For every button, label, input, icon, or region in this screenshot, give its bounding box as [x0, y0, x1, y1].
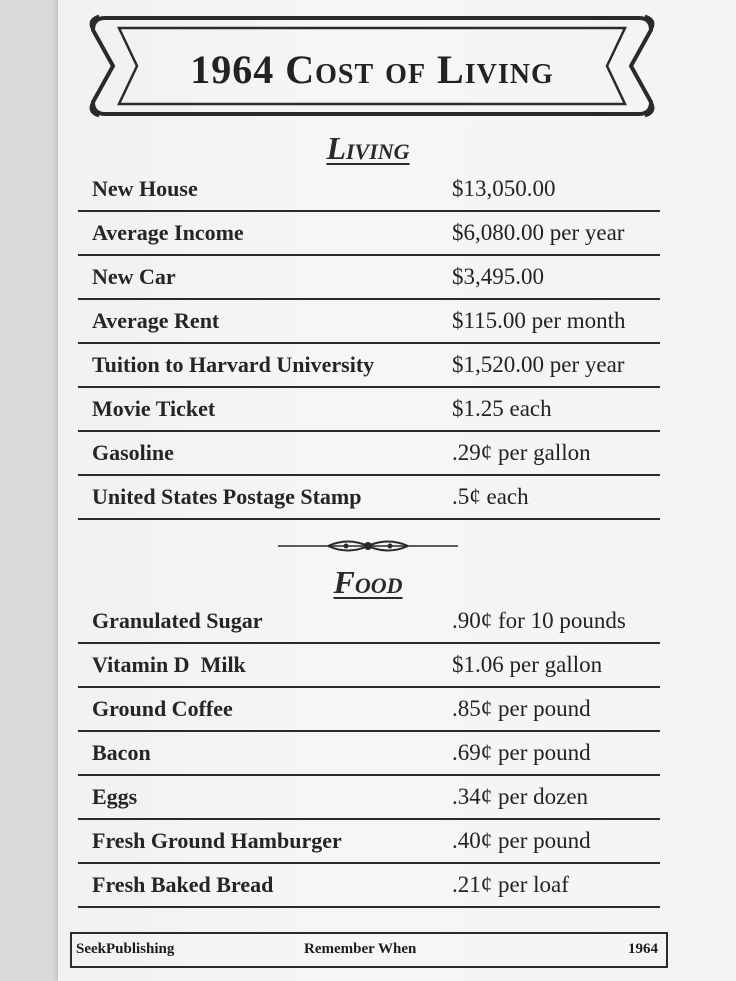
table-row: [78, 688, 660, 732]
row-item: Vitamin D Milk: [92, 652, 246, 677]
row-item: Average Rent: [92, 308, 220, 333]
row-price: $1.25 each: [452, 396, 552, 421]
living-table: [78, 168, 660, 520]
table-row: [78, 864, 660, 908]
row-price: .34¢ per dozen: [452, 784, 589, 809]
row-item: Eggs: [92, 784, 138, 809]
row-item: Movie Ticket: [92, 396, 216, 421]
section-heading-living: Living: [326, 130, 410, 166]
footer-series: Remember When: [304, 941, 417, 957]
row-item: Fresh Baked Bread: [92, 872, 274, 897]
row-price: .5¢ each: [452, 484, 529, 509]
footer-year: 1964: [628, 941, 658, 957]
row-price: .90¢ for 10 pounds: [452, 608, 626, 633]
table-row: [78, 820, 660, 864]
table-row: [78, 388, 660, 432]
row-price: .29¢ per gallon: [452, 440, 591, 465]
row-item: Ground Coffee: [92, 696, 233, 721]
row-item: Tuition to Harvard University: [92, 352, 375, 377]
row-price: .85¢ per pound: [452, 696, 591, 721]
row-item: Average Income: [92, 220, 244, 245]
table-row: [78, 344, 660, 388]
table-row: [78, 776, 660, 820]
table-row: [78, 600, 660, 644]
page-title: 1964 Cost of Living: [190, 47, 554, 92]
table-row: [78, 212, 660, 256]
row-item: Gasoline: [92, 440, 174, 465]
row-price: .21¢ per loaf: [452, 872, 569, 897]
row-item: Fresh Ground Hamburger: [92, 828, 342, 853]
row-price: .40¢ per pound: [452, 828, 591, 853]
row-item: New House: [92, 176, 198, 201]
table-row: [78, 300, 660, 344]
page-footer: [70, 932, 668, 968]
table-row: [78, 732, 660, 776]
row-price: .69¢ per pound: [452, 740, 591, 765]
row-price: $3,495.00: [452, 264, 544, 289]
row-price: $13,050.00: [452, 176, 556, 201]
row-item: United States Postage Stamp: [92, 484, 362, 509]
table-row: [78, 432, 660, 476]
row-item: Granulated Sugar: [92, 608, 263, 633]
row-price: $115.00 per month: [452, 308, 626, 333]
footer-publisher: SeekPublishing: [76, 941, 175, 957]
row-item: New Car: [92, 264, 176, 289]
row-price: $1.06 per gallon: [452, 652, 603, 677]
section-heading-food: Food: [333, 564, 403, 600]
table-row: [78, 476, 660, 520]
title-banner: [85, 12, 659, 120]
ornament-divider-icon: [278, 537, 458, 555]
row-price: $6,080.00 per year: [452, 220, 625, 245]
table-row: [78, 644, 660, 688]
row-item: Bacon: [92, 740, 151, 765]
table-row: [78, 168, 660, 212]
food-table: [78, 600, 660, 908]
table-row: [78, 256, 660, 300]
row-price: $1,520.00 per year: [452, 352, 625, 377]
